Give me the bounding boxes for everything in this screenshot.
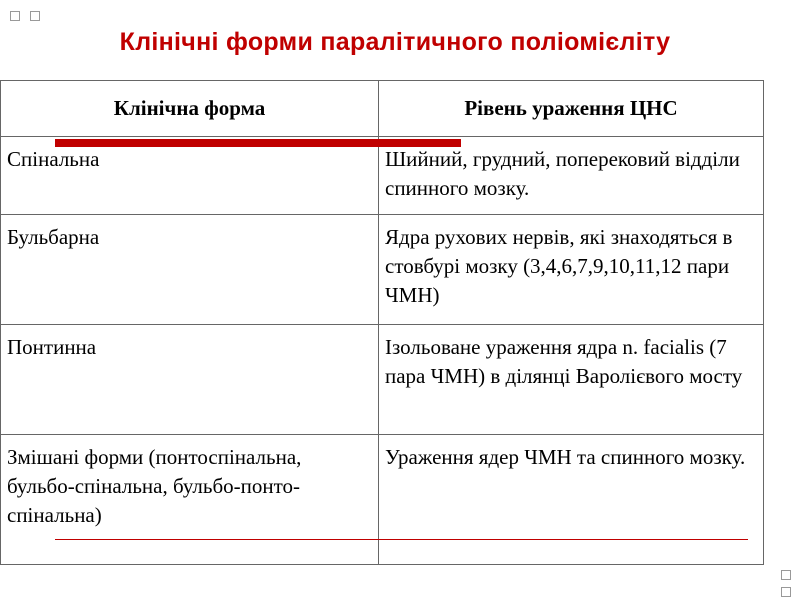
form-cell: Змішані форми (понтоспінальна, бульбо-спінальна, бульбо-понто-спінальна): [1, 435, 379, 565]
level-cell: Ураження ядер ЧМН та спинного мозку.: [379, 435, 764, 565]
corner-square-top-left: [10, 11, 20, 21]
header-clinical-form: Клінічна форма: [1, 81, 379, 137]
level-cell: Ядра рухових нервів, які знаходяться в стовбурі мозку (3,4,6,7,9,10,11,12 пари ЧМН): [379, 215, 764, 325]
level-cell: Ізольоване ураження ядра n. facialis (7 пара ЧМН) в ділянці Варолієвого мосту: [379, 325, 764, 435]
table-header-row: [1, 81, 764, 137]
corner-square-top-left-2: [30, 11, 40, 21]
level-cell: Шийний, грудний, поперековий відділи спинного мозку.: [379, 137, 764, 215]
table-row: [1, 137, 764, 215]
corner-square-bottom-right-2: [781, 587, 791, 597]
table-row: [1, 325, 764, 435]
header-cns-level: Рівень ураження ЦНС: [379, 81, 764, 137]
decorative-red-bar: [55, 139, 461, 147]
clinical-forms-table: [0, 80, 764, 565]
table-row: [1, 435, 764, 565]
corner-square-bottom-right: [781, 570, 791, 580]
slide-title: Клінічні форми паралітичного поліомієліту: [119, 28, 671, 56]
form-cell: Понтинна: [1, 325, 379, 435]
decorative-red-line: [55, 539, 748, 540]
table-row: [1, 215, 764, 325]
form-cell: Бульбарна: [1, 215, 379, 325]
form-cell: Спінальна: [1, 137, 379, 215]
